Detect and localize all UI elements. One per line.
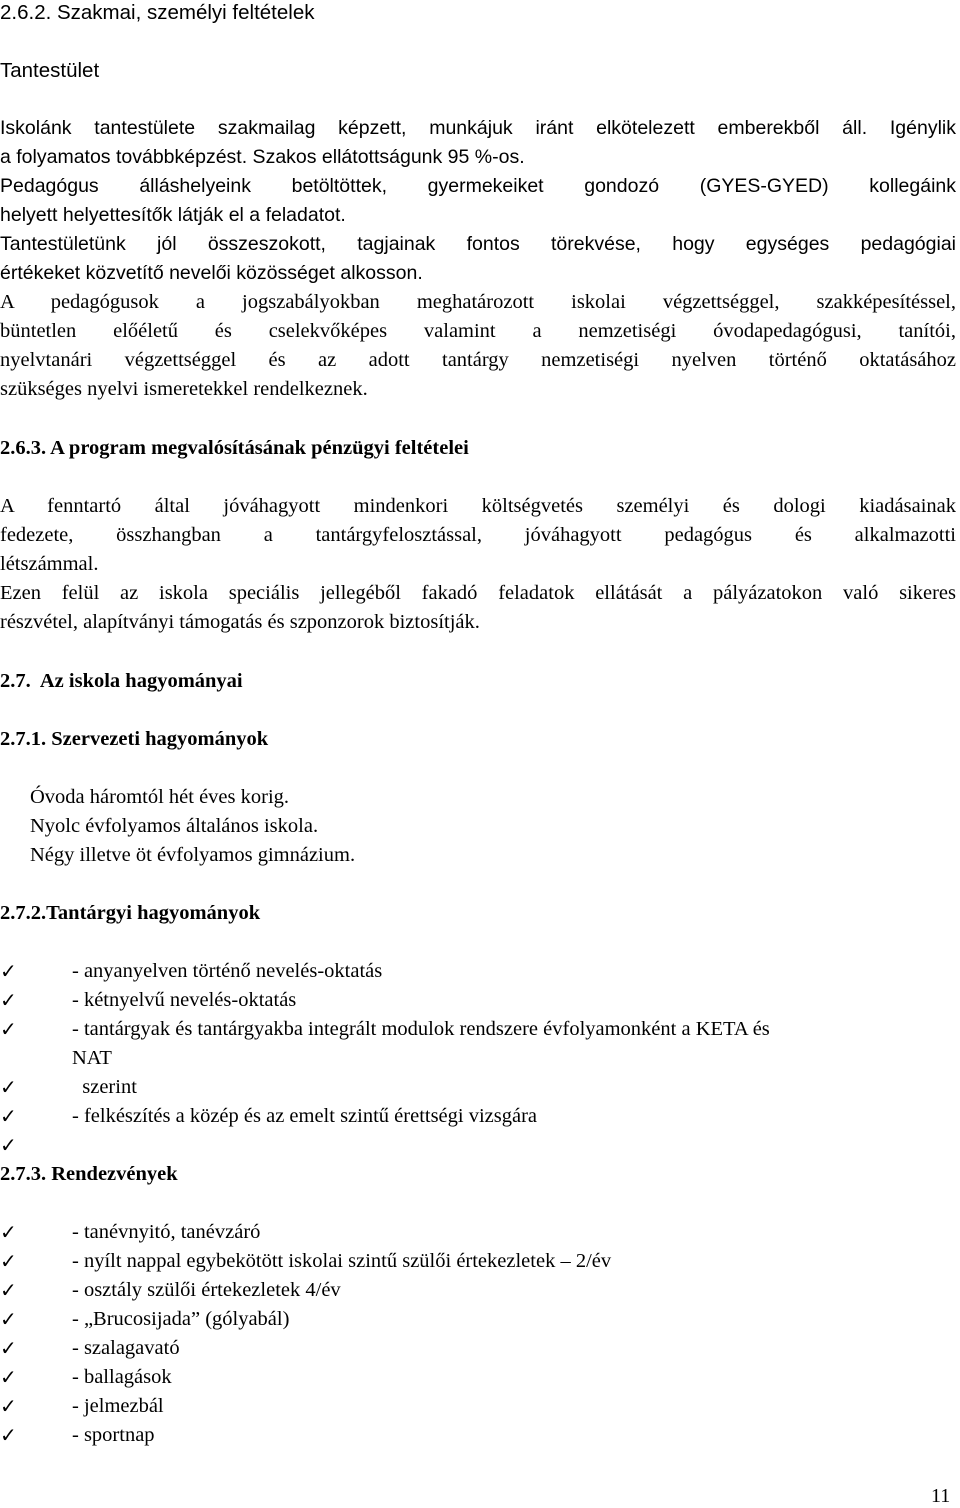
list-item: - kétnyelvű nevelés-oktatás <box>72 989 297 1011</box>
list-item: - szalagavató <box>72 1337 180 1359</box>
section-heading-2-7-1: 2.7.1. Szervezeti hagyományok <box>0 728 269 750</box>
list-item: - ballagások <box>72 1366 172 1388</box>
paragraph-line: Pedagógus álláshelyeink betöltöttek, gyermekeiket gondozó (GYES-GYED) kollegáink <box>0 175 956 197</box>
list-item: Négy illetve öt évfolyamos gimnázium. <box>30 844 356 866</box>
checkmark-icon: ✓ <box>0 1394 17 1418</box>
paragraph-line: Iskolánk tantestülete szakmailag képzett, munkájuk iránt elkötelezett emberekből áll. Igénylik <box>0 117 956 139</box>
checkmark-icon: ✓ <box>0 1133 17 1157</box>
paragraph-line: helyett helyettesítők látják el a feladatot. <box>0 204 346 226</box>
section-heading-2-6-2: 2.6.2. Szakmai, személyi feltételek <box>0 1 315 24</box>
paragraph-line: fedezete, összhangban a tantárgyfelosztással, jóváhagyott pedagógus és alkalmazotti <box>0 524 956 546</box>
paragraph-line: létszámmal. <box>0 553 99 575</box>
paragraph-line: Ezen felül az iskola speciális jellegéből fakadó feladatok ellátását a pályázatokon való sikeres <box>0 582 956 604</box>
paragraph-line: A pedagógusok a jogszabályokban meghatározott iskolai végzettséggel, szakképesítéssel, <box>0 291 956 313</box>
checkmark-icon: ✓ <box>0 1017 17 1041</box>
paragraph-line: A fenntartó által jóváhagyott mindenkori költségvetés személyi és dologi kiadásainak <box>0 495 956 517</box>
checkmark-icon: ✓ <box>0 1249 17 1273</box>
checkmark-icon: ✓ <box>0 988 17 1012</box>
checkmark-icon: ✓ <box>0 1278 17 1302</box>
checkmark-icon: ✓ <box>0 1365 17 1389</box>
list-item: - tantárgyak és tantárgyakba integrált modulok rendszere évfolyamonként a KETA és <box>72 1018 770 1040</box>
section-heading-2-6-3: 2.6.3. A program megvalósításának pénzügyi feltételei <box>0 437 469 459</box>
paragraph-line: büntetlen előéletű és cselekvőképes valamint a nemzetiségi óvodapedagógusi, tanítói, <box>0 320 956 342</box>
list-item-continuation: NAT <box>72 1047 112 1069</box>
list-item: - tanévnyitó, tanévzáró <box>72 1221 261 1243</box>
paragraph-line: értékeket közvetítő nevelői közösséget alkosson. <box>0 262 423 284</box>
list-item: - osztály szülői értekezletek 4/év <box>72 1279 341 1301</box>
checkmark-icon: ✓ <box>0 1307 17 1331</box>
section-heading-2-7-3: 2.7.3. Rendezvények <box>0 1163 178 1185</box>
checkmark-icon: ✓ <box>0 1423 17 1447</box>
checkmark-icon: ✓ <box>0 1220 17 1244</box>
paragraph-line: Tantestületünk jól összeszokott, tagjainak fontos törekvése, hogy egységes pedagógiai <box>0 233 956 255</box>
list-item: szerint <box>72 1076 137 1098</box>
list-item: - „Brucosijada” (gólyabál) <box>72 1308 290 1330</box>
paragraph-line: szükséges nyelvi ismeretekkel rendelkeznek. <box>0 378 368 400</box>
paragraph-line: részvétel, alapítványi támogatás és szponzorok biztosítják. <box>0 611 480 633</box>
list-item: - sportnap <box>72 1424 155 1446</box>
list-item: Óvoda háromtól hét éves korig. <box>30 786 290 808</box>
section-heading-2-7: 2.7. Az iskola hagyományai <box>0 670 243 692</box>
section-heading-2-7-2: 2.7.2.Tantárgyi hagyományok <box>0 902 261 924</box>
checkmark-icon: ✓ <box>0 1104 17 1128</box>
list-item: - felkészítés a közép és az emelt szintű érettségi vizsgára <box>72 1105 538 1127</box>
checkmark-icon: ✓ <box>0 959 17 983</box>
checkmark-icon: ✓ <box>0 1075 17 1099</box>
list-item: Nyolc évfolyamos általános iskola. <box>30 815 319 837</box>
checkmark-icon: ✓ <box>0 1336 17 1360</box>
paragraph-line: a folyamatos továbbképzést. Szakos ellátottságunk 95 %-os. <box>0 146 525 168</box>
page-number: 11 <box>931 1485 951 1507</box>
list-item: - anyanyelven történő nevelés-oktatás <box>72 960 383 982</box>
list-item: - jelmezbál <box>72 1395 164 1417</box>
list-item: - nyílt nappal egybekötött iskolai szintű szülői értekezletek – 2/év <box>72 1250 612 1272</box>
paragraph-line: nyelvtanári végzettséggel és az adott tantárgy nemzetiségi nyelven történő oktatásához <box>0 349 956 371</box>
subheading-tantestulet: Tantestület <box>0 59 100 82</box>
